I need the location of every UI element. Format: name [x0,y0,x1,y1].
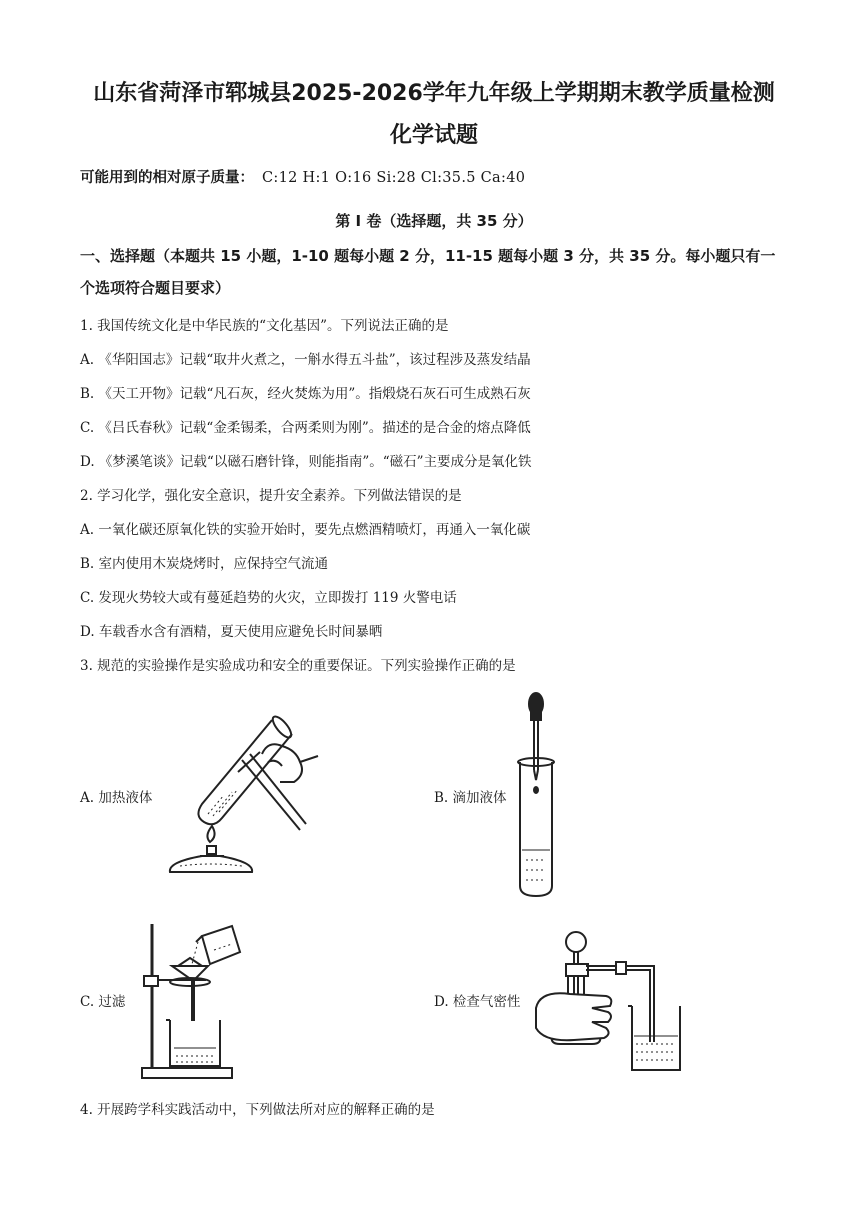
question-1-option-c: C. 《吕氏春秋》记载“金柔锡柔，合两柔则为刚”。描述的是合金的熔点降低 [80,420,531,436]
atomic-masses-values: C:12 H:1 O:16 Si:28 Cl:35.5 Ca:40 [262,170,526,186]
page-title-line1: 山东省菏泽市郓城县2025-2026学年九年级上学期期末教学质量检测 [93,81,775,106]
section-title: 第 I 卷（选择题，共 35 分） [335,212,533,230]
question-2-option-d: D. 车载香水含有酒精，夏天使用应避免长时间暴晒 [80,624,383,640]
figure-d-label: D. 检查气密性 [434,994,521,1010]
question-1-option-b: B. 《天工开物》记载“凡石灰，经火焚炼为用”。指煅烧石灰石可生成熟石灰 [80,386,531,402]
figure-c-label: C. 过滤 [80,994,126,1010]
question-1-stem: 1. 我国传统文化是中华民族的“文化基因”。下列说法正确的是 [80,318,449,334]
figure-a-heating-liquid [150,712,320,877]
question-3-stem: 3. 规范的实验操作是实验成功和安全的重要保证。下列实验操作正确的是 [80,658,516,674]
page-title-line2: 化学试题 [389,123,478,148]
figure-b-dropping-liquid [500,690,580,900]
figure-b-label: B. 滴加液体 [434,790,507,806]
question-2-option-c: C. 发现火势较大或有蔓延趋势的火灾，立即拨打 119 火警电话 [80,590,457,606]
question-2-option-a: A. 一氧化碳还原氧化铁的实验开始时，要先点燃酒精喷灯，再通入一氧化碳 [80,522,531,538]
atomic-masses-label: 可能用到的相对原子质量： [80,170,254,186]
question-2-option-b: B. 室内使用木炭烧烤时，应保持空气流通 [80,556,329,572]
figure-c-filtration [136,920,266,1085]
question-1-option-d: D. 《梦溪笔谈》记载“以磁石磨针锋，则能指南”。“磁石”主要成分是氧化铁 [80,454,532,470]
question-2-stem: 2. 学习化学，强化安全意识，提升安全素养。下列做法错误的是 [80,488,462,504]
figure-d-airtightness-check [530,924,690,1074]
atomic-masses [80,166,525,187]
question-4-stem: 4. 开展跨学科实践活动中，下列做法所对应的解释正确的是 [80,1102,435,1118]
question-1-option-a: A. 《华阳国志》记载“取井火煮之，一斛水得五斗盐”，该过程涉及蒸发结晶 [80,352,531,368]
figure-a-label: A. 加热液体 [80,790,153,806]
part1-heading: 一、选择题（本题共 15 小题，1-10 题每小题 2 分，11-15 题每小题 3 分，共 35 分。每小题只有一个选项符合题目要求） [80,247,776,297]
